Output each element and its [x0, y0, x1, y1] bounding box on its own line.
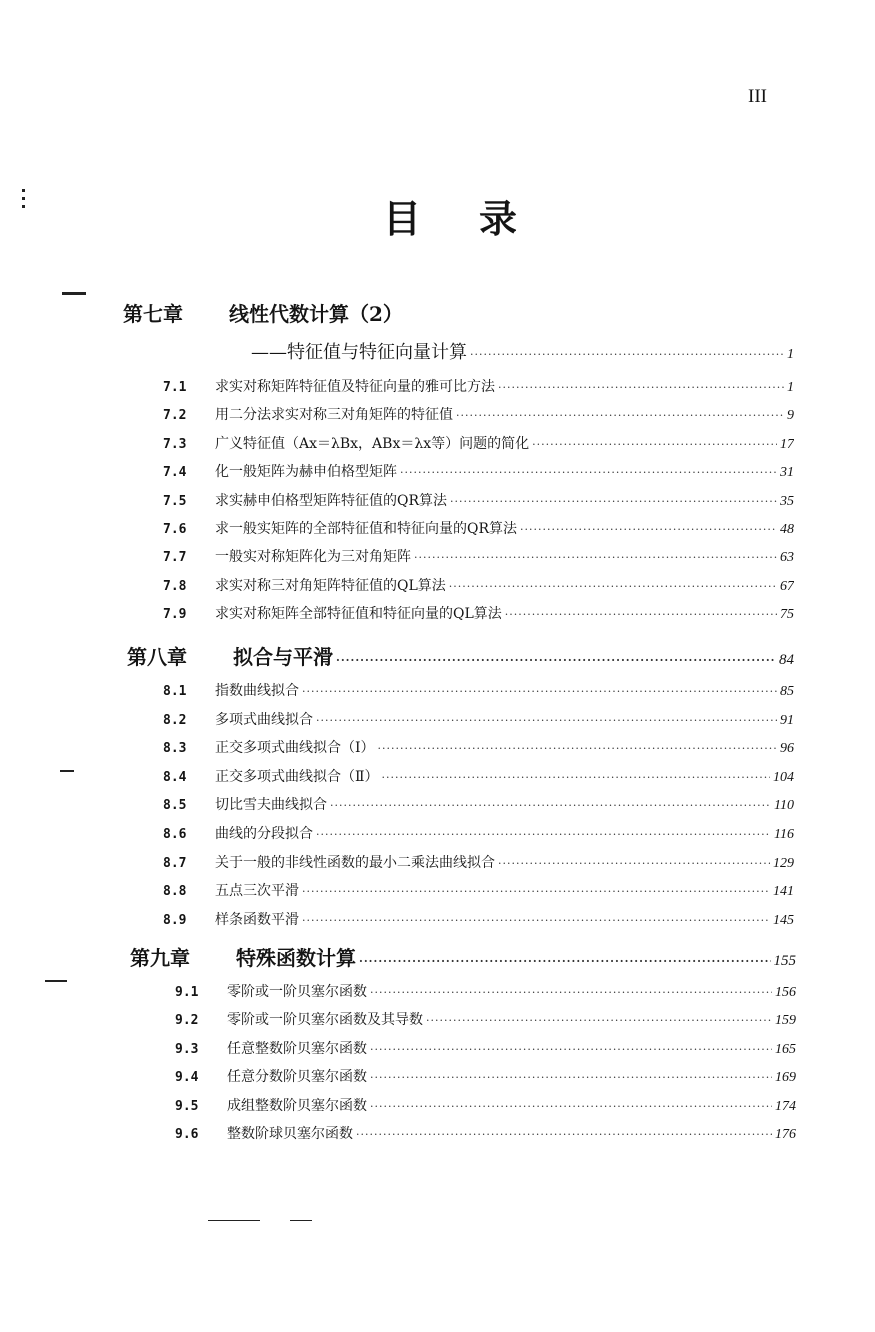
toc-section-row[interactable] — [175, 1066, 796, 1086]
chapter-number: 第七章 — [123, 302, 183, 326]
section-number: 7.6 — [163, 522, 187, 537]
dot-leader — [450, 495, 777, 508]
toc-chapter-subtitle[interactable] — [251, 338, 794, 364]
page-ref: 176 — [775, 1127, 796, 1142]
section-title: 成组整数阶贝塞尔函数 — [227, 1098, 367, 1114]
section-title: 化一般矩阵为赫申伯格型矩阵 — [215, 464, 397, 480]
dot-leader — [378, 742, 777, 755]
toc-section-row[interactable] — [175, 1095, 796, 1115]
toc-section-row[interactable] — [163, 737, 794, 757]
section-title: 一般实对称矩阵化为三对角矩阵 — [215, 549, 411, 565]
section-number: 8.1 — [163, 684, 187, 699]
dot-leader — [370, 1100, 772, 1113]
dot-leader — [316, 714, 777, 727]
page-ref: 91 — [780, 713, 794, 728]
page-ref: 96 — [780, 741, 794, 756]
scan-speck — [290, 1220, 312, 1221]
chapter-title: 拟合与平滑 — [233, 645, 333, 669]
dot-leader — [330, 799, 771, 812]
toc-section-row[interactable] — [175, 981, 796, 1001]
section-number: 8.6 — [163, 827, 187, 842]
toc-section-row[interactable] — [163, 794, 794, 814]
section-number: 9.5 — [175, 1099, 199, 1114]
toc-section-row[interactable] — [163, 518, 794, 538]
section-number: 7.1 — [163, 380, 187, 395]
toc-section-row[interactable] — [163, 823, 794, 843]
page-ref: 169 — [775, 1070, 796, 1085]
page-ref: 35 — [780, 494, 794, 509]
dot-leader — [449, 580, 777, 593]
section-number: 8.9 — [163, 913, 187, 928]
page-ref: 174 — [775, 1099, 796, 1114]
chapter-number: 第八章 — [127, 645, 187, 669]
scan-speck — [22, 197, 25, 200]
chapter-number: 第九章 — [130, 946, 190, 970]
dot-leader — [532, 438, 777, 451]
section-number: 9.1 — [175, 985, 199, 1000]
toc-section-row[interactable] — [163, 880, 794, 900]
page-ref: 84 — [779, 652, 794, 668]
dot-leader — [505, 608, 777, 621]
scan-speck — [22, 189, 25, 192]
section-number: 9.3 — [175, 1042, 199, 1057]
scan-speck — [60, 770, 74, 772]
section-number: 7.8 — [163, 579, 187, 594]
page-ref: 75 — [780, 607, 794, 622]
dot-leader — [359, 955, 771, 968]
toc-section-row[interactable] — [175, 1038, 796, 1058]
dot-leader — [414, 551, 777, 564]
section-title: 五点三次平滑 — [215, 883, 299, 899]
dot-leader — [498, 381, 784, 394]
section-number: 8.2 — [163, 713, 187, 728]
section-number: 8.5 — [163, 798, 187, 813]
chapter-title: 特殊函数计算 — [236, 946, 356, 970]
page-ref: 63 — [780, 550, 794, 565]
page-ref: 9 — [787, 408, 794, 423]
section-number: 8.3 — [163, 741, 187, 756]
section-title: 整数阶球贝塞尔函数 — [227, 1126, 353, 1142]
scan-speck — [45, 980, 67, 982]
dot-leader — [400, 466, 777, 479]
section-title: 求一般实矩阵的全部特征值和特征向量的QR算法 — [215, 521, 518, 537]
toc-chapter-heading[interactable] — [127, 641, 794, 670]
toc-section-row[interactable] — [163, 546, 794, 566]
toc-section-row[interactable] — [163, 709, 794, 729]
dot-leader — [336, 654, 776, 667]
page-ref: 145 — [773, 913, 794, 928]
page-ref: 67 — [780, 579, 794, 594]
page-ref: 48 — [780, 522, 794, 537]
page-ref: 156 — [775, 985, 796, 1000]
dot-leader — [356, 1128, 772, 1141]
dot-leader — [302, 885, 770, 898]
dot-leader — [370, 1043, 772, 1056]
toc-section-row[interactable] — [175, 1123, 796, 1143]
section-title: 用二分法求实对称三对角矩阵的特征值 — [215, 407, 453, 423]
toc-chapter-heading[interactable] — [130, 942, 796, 971]
page-ref: 1 — [787, 380, 794, 395]
page-ref: 141 — [773, 884, 794, 899]
page-ref: 155 — [773, 953, 796, 969]
section-title: 多项式曲线拟合 — [215, 712, 313, 728]
section-number: 8.4 — [163, 770, 187, 785]
section-number: 7.3 — [163, 437, 187, 452]
page-ref: 31 — [780, 465, 794, 480]
section-title: 任意整数阶贝塞尔函数 — [227, 1041, 367, 1057]
section-number: 9.6 — [175, 1127, 199, 1142]
dot-leader — [470, 348, 784, 361]
section-number: 7.7 — [163, 550, 187, 565]
section-number: 7.4 — [163, 465, 187, 480]
dot-leader — [302, 914, 770, 927]
section-title: 切比雪夫曲线拟合 — [215, 797, 327, 813]
section-title: 求实对称三对角矩阵特征值的QL算法 — [215, 578, 446, 594]
toc-section-row[interactable] — [163, 680, 794, 700]
dot-leader — [382, 771, 770, 784]
dot-leader — [302, 685, 777, 698]
page-title: 目录 — [383, 196, 576, 241]
dot-leader — [456, 409, 784, 422]
section-title: 任意分数阶贝塞尔函数 — [227, 1069, 367, 1085]
page-ref: 159 — [775, 1013, 796, 1028]
section-title: 零阶或一阶贝塞尔函数 — [227, 984, 367, 1000]
section-title: 广义特征值（Ax＝λBx，ABx＝λx等）问题的简化 — [215, 436, 530, 452]
toc-section-row[interactable] — [163, 852, 794, 872]
page-ref: 129 — [773, 856, 794, 871]
section-title: 正交多项式曲线拟合（Ⅰ） — [215, 740, 375, 756]
section-number: 7.9 — [163, 607, 187, 622]
page-ref: 1 — [787, 347, 794, 362]
section-title: 样条函数平滑 — [215, 912, 299, 928]
scan-speck — [22, 205, 25, 208]
dot-leader — [498, 857, 770, 870]
page-ref: 165 — [775, 1042, 796, 1057]
toc-section-row[interactable] — [163, 575, 794, 595]
page-number: III — [748, 86, 767, 107]
page-ref: 110 — [774, 798, 794, 813]
toc-section-row[interactable] — [163, 490, 794, 510]
chapter-title: 线性代数计算（2） — [229, 302, 403, 326]
section-number: 8.8 — [163, 884, 187, 899]
page-ref: 116 — [774, 827, 794, 842]
section-number: 9.4 — [175, 1070, 199, 1085]
section-title: 指数曲线拟合 — [215, 683, 299, 699]
section-number: 7.2 — [163, 408, 187, 423]
toc-section-row[interactable] — [163, 909, 794, 929]
toc-section-row[interactable] — [163, 433, 794, 453]
section-title: 正交多项式曲线拟合（Ⅱ） — [215, 769, 379, 785]
section-title: 关于一般的非线性函数的最小二乘法曲线拟合 — [215, 855, 495, 871]
chapter-subtitle: ——特征值与特征向量计算 — [251, 342, 467, 363]
section-title: 零阶或一阶贝塞尔函数及其导数 — [227, 1012, 423, 1028]
toc-section-row[interactable] — [163, 404, 794, 424]
section-title: 求实对称矩阵全部特征值和特征向量的QL算法 — [215, 606, 502, 622]
section-number: 7.5 — [163, 494, 187, 509]
toc-section-row[interactable] — [163, 603, 794, 623]
scan-speck — [208, 1220, 260, 1221]
dot-leader — [520, 523, 777, 536]
section-number: 9.2 — [175, 1013, 199, 1028]
section-title: 曲线的分段拟合 — [215, 826, 313, 842]
toc-section-row[interactable] — [163, 376, 794, 396]
dot-leader — [370, 986, 772, 999]
page-ref: 17 — [780, 437, 794, 452]
toc-section-row[interactable] — [175, 1009, 796, 1029]
dot-leader — [316, 828, 771, 841]
toc-section-row[interactable] — [163, 461, 794, 481]
toc-chapter-heading[interactable] — [123, 298, 583, 327]
page-ref: 85 — [780, 684, 794, 699]
toc-section-row[interactable] — [163, 766, 794, 786]
dot-leader — [370, 1071, 772, 1084]
section-title: 求实对称矩阵特征值及特征向量的雅可比方法 — [215, 379, 495, 395]
section-number: 8.7 — [163, 856, 187, 871]
section-title: 求实赫申伯格型矩阵特征值的QR算法 — [215, 493, 448, 509]
dot-leader — [426, 1014, 772, 1027]
page-ref: 104 — [773, 770, 794, 785]
scan-speck — [62, 292, 86, 295]
